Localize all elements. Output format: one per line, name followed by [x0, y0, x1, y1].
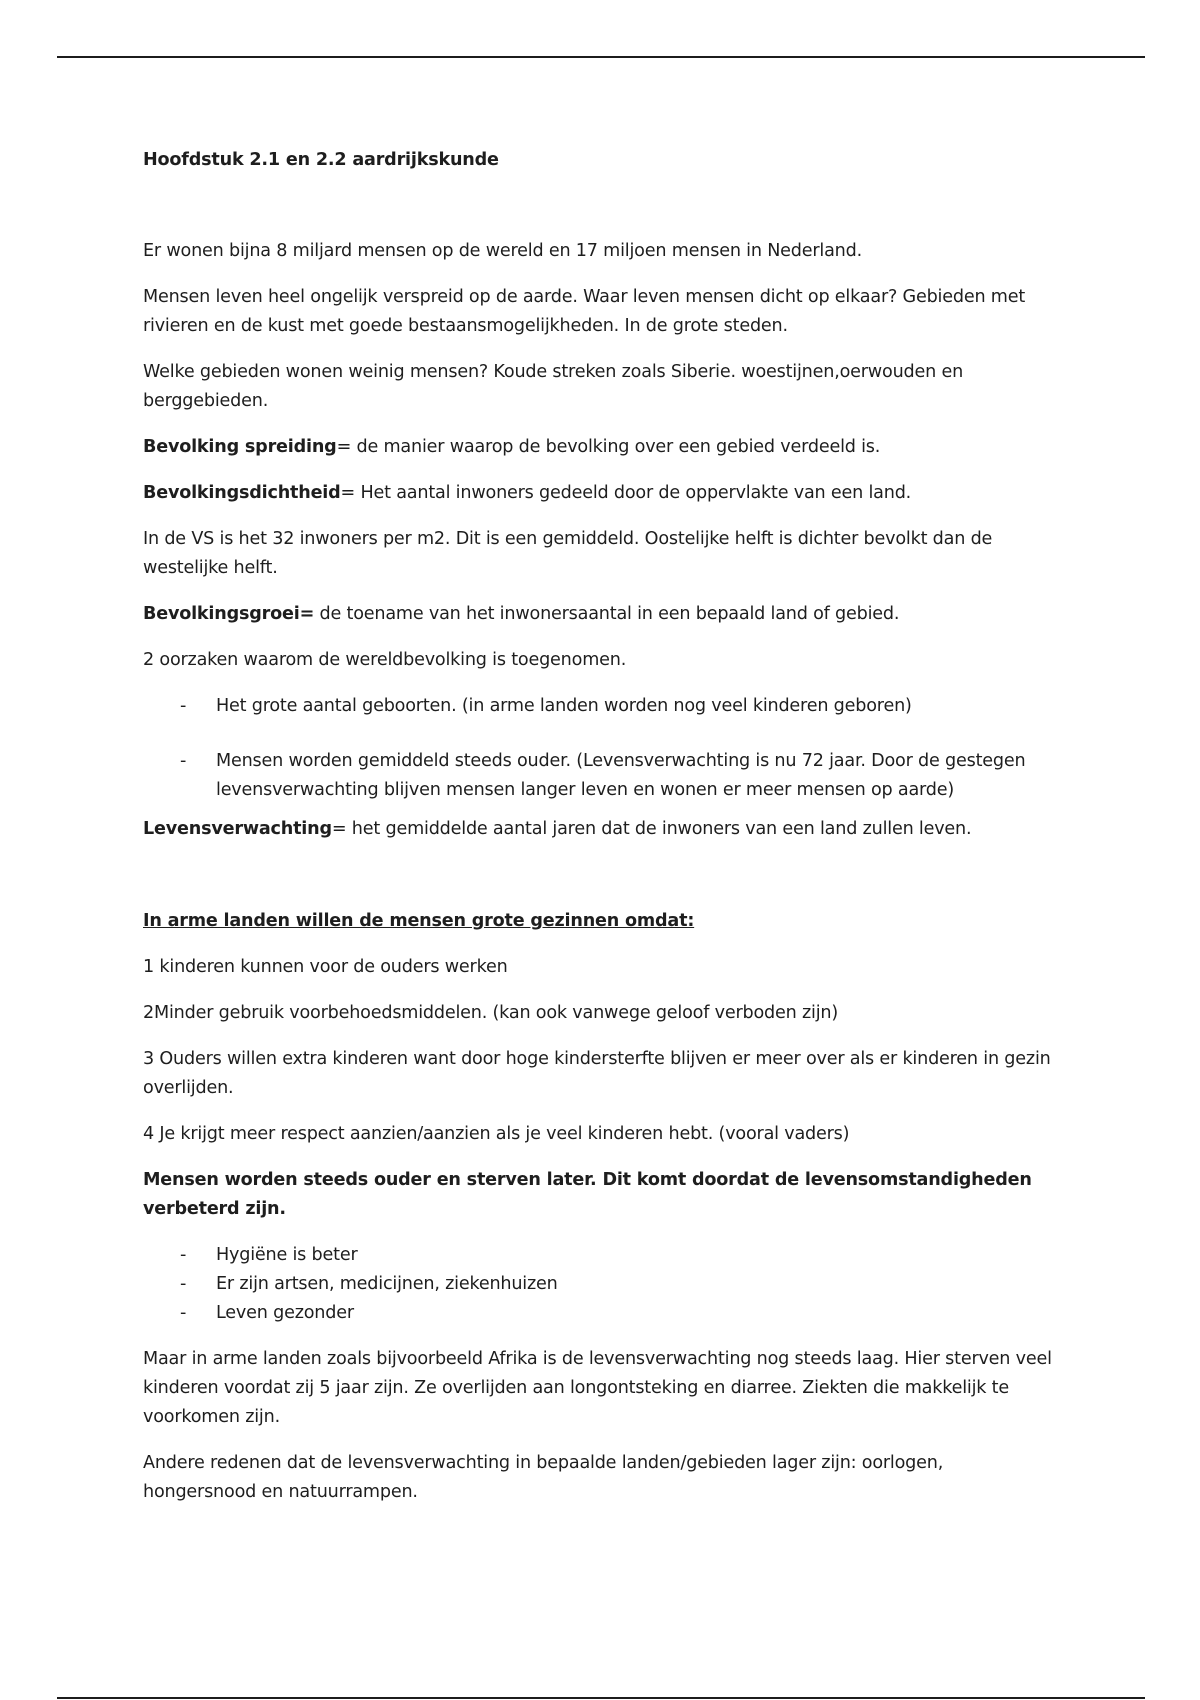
list-item-text: Mensen worden gemiddeld steeds ouder. (Levensverwachting is nu 72 jaar. Door de gestegen levensverwachting blijven mensen langer leven en wonen er meer mensen op aarde): [216, 751, 1026, 800]
reden-3: 3 Ouders willen extra kinderen want door hoge kindersterfte blijven er meer over als er kinderen in gezin overlijden.: [143, 1049, 1051, 1098]
document-body: [143, 146, 1058, 1524]
paragraph-wereldbevolking: Er wonen bijna 8 miljard mensen op de wereld en 17 miljoen mensen in Nederland.: [143, 241, 862, 261]
bold-statement-ouder: [143, 1166, 1058, 1224]
spacer: [143, 861, 1058, 907]
dash-bullet: -: [180, 751, 187, 771]
dash-bullet: -: [180, 696, 187, 716]
definition-groei: [143, 600, 1058, 629]
paragraph-oorzaken: 2 oorzaken waarom de wereldbevolking is toegenomen.: [143, 650, 627, 670]
paragraph-vs: In de VS is het 32 inwoners per m2. Dit is een gemiddeld. Oostelijke helft is dichter bevolkt dan de westelijke helft.: [143, 529, 993, 578]
definition-spreiding: [143, 433, 1058, 462]
definition-dichtheid: [143, 479, 1058, 508]
paragraph-andere-redenen: Andere redenen dat de levensverwachting in bepaalde landen/gebieden lager zijn: oorlogen, hongersnood en natuurrampen.: [143, 1453, 944, 1502]
list-item-text: Hygiëne is beter: [216, 1245, 358, 1265]
verbeteringen-list: [143, 1241, 1058, 1328]
bottom-rule: [57, 1697, 1145, 1699]
list-item: [143, 747, 1058, 805]
list-item-text: Het grote aantal geboorten. (in arme landen worden nog veel kinderen geboren): [216, 696, 912, 716]
list-item: [143, 1270, 1058, 1299]
term-groei: Bevolkingsgroei=: [143, 604, 315, 624]
term-levensverwachting: Levensverwachting: [143, 819, 332, 839]
dash-bullet: -: [180, 1303, 187, 1323]
bold-statement-text: Mensen worden steeds ouder en sterven later. Dit komt doordat de levensomstandigheden verbeterd zijn.: [143, 1170, 1032, 1219]
reden-4: 4 Je krijgt meer respect aanzien/aanzien als je veel kinderen hebt. (vooral vaders): [143, 1124, 850, 1144]
list-item: [143, 692, 1058, 721]
definition-spreiding-text: = de manier waarop de bevolking over een gebied verdeeld is.: [336, 437, 881, 457]
list-item-text: Er zijn artsen, medicijnen, ziekenhuizen: [216, 1274, 558, 1294]
term-dichtheid: Bevolkingsdichtheid: [143, 483, 341, 503]
reden-1: 1 kinderen kunnen voor de ouders werken: [143, 957, 508, 977]
paragraph-weinig-mensen: Welke gebieden wonen weinig mensen? Koude streken zoals Siberie. woestijnen,oerwouden en berggebieden.: [143, 362, 964, 411]
term-spreiding: Bevolking spreiding: [143, 437, 337, 457]
dash-bullet: -: [180, 1274, 187, 1294]
heading-arme-landen: In arme landen willen de mensen grote gezinnen omdat:: [143, 911, 695, 931]
list-item-text: Leven gezonder: [216, 1303, 354, 1323]
oorzaken-list: [143, 692, 1058, 805]
page-title: Hoofdstuk 2.1 en 2.2 aardrijkskunde: [143, 150, 499, 170]
spacer: [143, 175, 1058, 237]
definition-groei-text: de toename van het inwonersaantal in een bepaald land of gebied.: [314, 604, 900, 624]
list-item: [143, 1299, 1058, 1328]
reden-2: 2Minder gebruik voorbehoedsmiddelen. (kan ook vanwege geloof verboden zijn): [143, 1003, 838, 1023]
definition-levensverwachting-text: = het gemiddelde aantal jaren dat de inwoners van een land zullen leven.: [331, 819, 972, 839]
list-item: [143, 1241, 1058, 1270]
definition-dichtheid-text: = Het aantal inwoners gedeeld door de oppervlakte van een land.: [340, 483, 912, 503]
top-rule: [57, 56, 1145, 58]
paragraph-verspreiding: Mensen leven heel ongelijk verspreid op de aarde. Waar leven mensen dicht op elkaar? Gebieden met rivieren en de kust met goede bestaansmogelijkheden. In de grote steden.: [143, 287, 1026, 336]
dash-bullet: -: [180, 1245, 187, 1265]
definition-levensverwachting: [143, 815, 1058, 844]
paragraph-afrika: Maar in arme landen zoals bijvoorbeeld Afrika is de levensverwachting nog steeds laag. Hier sterven veel kinderen voordat zij 5 jaar zijn. Ze overlijden aan longontsteking en diarree. Ziekten die makkelijk te voorkomen zijn.: [143, 1349, 1052, 1427]
